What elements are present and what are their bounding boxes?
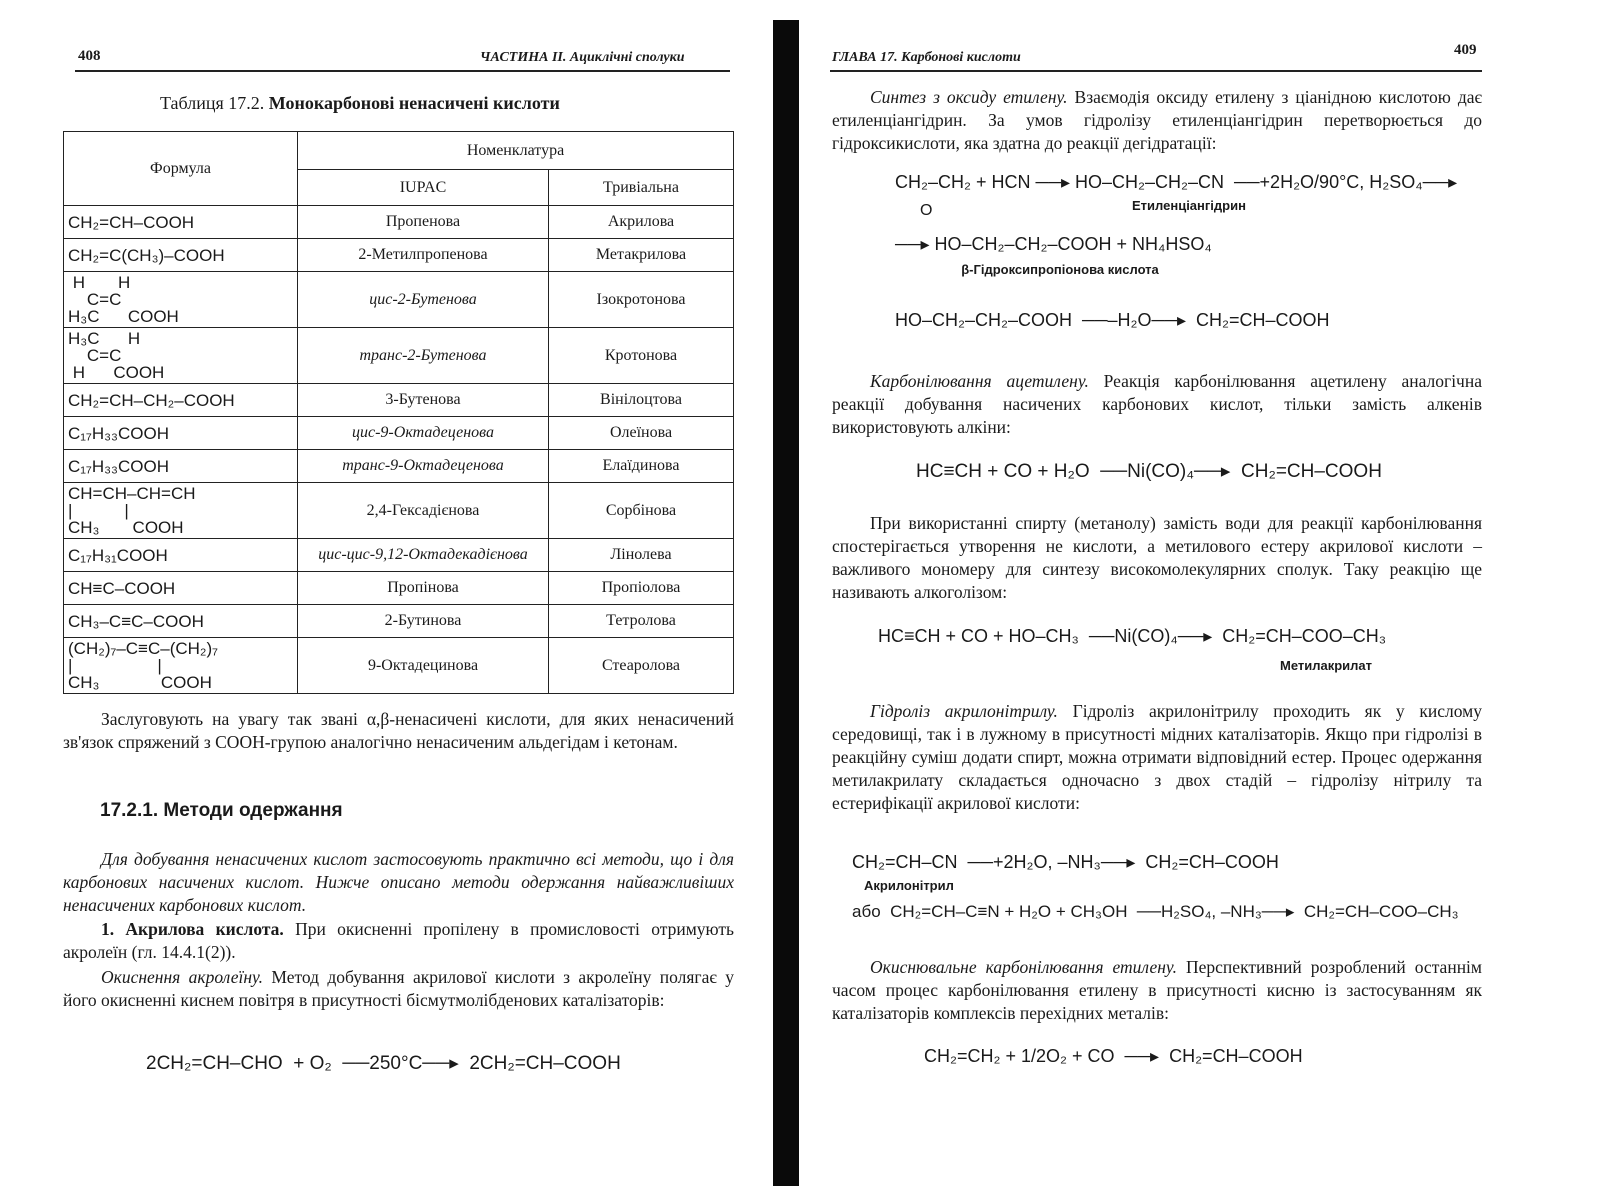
acrylonitrile-heading: Гідроліз акрилонітрилу. — [870, 701, 1058, 721]
paragraph-acrolein — [63, 966, 734, 1012]
left-page — [0, 0, 770, 1186]
trivial-cell: Лінолева — [549, 539, 734, 572]
th-iupac: IUPAC — [298, 170, 549, 206]
label-methyl-acrylate: Метилакрилат — [1280, 658, 1373, 673]
iupac-cell: транс-2-Бутенова — [298, 328, 549, 384]
acrylic-heading: 1. Акрилова кислота. — [101, 919, 284, 939]
iupac-cell: Пропенова — [298, 206, 549, 239]
oxidative-text: Перспективний розроблений останнім часом процес карбонілювання етилену в присутності кисню із застосуванням як каталізаторів комплексів перехідних металів: — [832, 957, 1482, 1023]
formula-cell: CH=CH–CH=CH | | CH₃ COOH — [64, 483, 298, 539]
formula-cell: (CH₂)₇–C≡C–(CH₂)₇ | | CH₃ COOH — [64, 638, 298, 694]
page-number-right: 409 — [1454, 42, 1477, 58]
paragraph-acrylic — [63, 918, 734, 964]
equation-dehydration: HO–CH₂–CH₂–COOH ──–H₂O──▸ CH₂=CH–COOH — [895, 310, 1330, 330]
formula-cell: C₁₇H₃₃COOH — [64, 417, 298, 450]
iupac-cell: цис-цис-9,12-Октадекадієнова — [298, 539, 549, 572]
table-caption — [160, 93, 560, 114]
iupac-cell: цис-2-Бутенова — [298, 272, 549, 328]
running-head-right: ГЛАВА 17. Карбонові кислоти — [832, 50, 1021, 65]
trivial-cell: Олеїнова — [549, 417, 734, 450]
book-spine — [773, 20, 799, 1186]
header-rule-right — [830, 70, 1482, 72]
ethylene-oxide-heading: Синтез з оксиду етилену. — [870, 87, 1068, 107]
formula-cell: CH₂=C(CH₃)–COOH — [64, 239, 298, 272]
trivial-cell: Стеаролова — [549, 638, 734, 694]
header-rule-left — [75, 70, 730, 72]
paragraph-acrylonitrile — [832, 700, 1482, 815]
equation-acrolein-oxidation: 2CH₂=CH–CHO + O₂ ──250°C──▸ 2CH₂=CH–COOH — [146, 1053, 621, 1074]
equation-hydrolysis: ──▸ HO–CH₂–CH₂–COOH + NH₄HSO₄ — [895, 234, 1212, 254]
equation-esterification: або CH₂=CH–C≡N + H₂O + CH₃OH ──H₂SO₄, –NH₃──▸ CH₂=CH–COO–CH₃ — [852, 902, 1459, 921]
iupac-cell: 2,4-Гексадієнова — [298, 483, 549, 539]
paragraph-intro: Для добування ненасичених кислот застосовують практично всі методи, що і для карбонових насичених кислот. Нижче описано методи одержання найважливіших ненасичених карбонових кислот. — [63, 849, 734, 915]
page-number-left: 408 — [78, 48, 101, 64]
iupac-cell: 9-Октадецинова — [298, 638, 549, 694]
iupac-cell: цис-9-Октадеценова — [298, 417, 549, 450]
section-heading: 17.2.1. Методи одержання — [100, 800, 343, 821]
equation-nitrile-hydrolysis: CH₂=CH–CN ──+2H₂O, –NH₃──▸ CH₂=CH–COOH — [852, 852, 1279, 872]
acrolein-text: Метод добування акрилової кислоти з акролеїну полягає у його окисненні киснем повітря в присутності бісмутмолібденових каталізаторів: — [63, 967, 734, 1010]
acetylene-text: Реакція карбонілювання ацетилену аналогічна реакції добування насичених карбонових кислот, тільки замість алкенів використовують алкіни: — [832, 371, 1482, 437]
acetylene-heading: Карбонілювання ацетилену. — [870, 371, 1089, 391]
trivial-cell: Вінілоцтова — [549, 384, 734, 417]
formula-cell: H₃C H C=C H COOH — [64, 328, 298, 384]
label-acrylonitrile: Акрилонітрил — [864, 878, 954, 893]
th-formula: Формула — [64, 132, 298, 206]
acrylonitrile-text: Гідроліз акрилонітрилу проходить як у кислому середовищі, так і в лужному в присутності мідних каталізаторів. Якщо при гідролізі в реакційну суміш додати спирт, можна отримати відповідний естер. Процес одержання метилакрилату складається одночасно з двох стадій – гідролізу нітрилу та естерифікації акрилової кислоти: — [832, 701, 1482, 813]
table-caption-prefix: Таблиця 17.2. — [160, 93, 265, 113]
equation-carbonylation: HC≡CH + CO + H₂O ──Ni(CO)₄──▸ CH₂=CH–COOH — [916, 461, 1382, 482]
formula-cell: H H C=C H₃C COOH — [64, 272, 298, 328]
acids-table — [63, 131, 734, 694]
trivial-cell: Кротонова — [549, 328, 734, 384]
iupac-cell: транс-9-Октадеценова — [298, 450, 549, 483]
iupac-cell: 3-Бутенова — [298, 384, 549, 417]
trivial-cell: Ізокротонова — [549, 272, 734, 328]
iupac-cell: 2-Метилпропенова — [298, 239, 549, 272]
formula-cell: CH₂=CH–CH₂–COOH — [64, 384, 298, 417]
iupac-cell: 2-Бутинова — [298, 605, 549, 638]
paragraph-oxidative — [832, 956, 1482, 1025]
iupac-cell: Пропінова — [298, 572, 549, 605]
acrolein-heading: Окиснення акролеїну. — [101, 967, 264, 987]
formula-cell: CH₃–C≡C–COOH — [64, 605, 298, 638]
right-page — [800, 0, 1600, 1186]
trivial-cell: Тетролова — [549, 605, 734, 638]
running-head-left: ЧАСТИНА II. Ациклічні сполуки — [480, 50, 685, 65]
equation-alcoholysis: HC≡CH + CO + HO–CH₃ ──Ni(CO)₄──▸ CH₂=CH–COO–CH₃ — [878, 626, 1387, 646]
paragraph-acetylene — [832, 370, 1482, 439]
label-cyanohydrin: Етиленціангідрин — [1132, 198, 1246, 213]
trivial-cell: Елаїдинова — [549, 450, 734, 483]
trivial-cell: Сорбінова — [549, 483, 734, 539]
trivial-cell: Пропіолова — [549, 572, 734, 605]
epoxide-oxygen: O — [920, 202, 933, 219]
trivial-cell: Акрилова — [549, 206, 734, 239]
formula-cell: C₁₇H₃₃COOH — [64, 450, 298, 483]
formula-cell: C₁₇H₃₁COOH — [64, 539, 298, 572]
equation-oxidative-carbonylation: CH₂=CH₂ + 1/2O₂ + CO ──▸ CH₂=CH–COOH — [924, 1046, 1303, 1066]
formula-cell: CH₂=CH–COOH — [64, 206, 298, 239]
trivial-cell: Метакрилова — [549, 239, 734, 272]
paragraph-ethylene-oxide — [832, 86, 1482, 155]
th-nomenclature: Номенклатура — [298, 132, 734, 170]
label-hydroxypropionic: β-Гідроксипропіонова кислота — [961, 262, 1159, 277]
formula-cell: CH≡C–COOH — [64, 572, 298, 605]
equation-cyanohydrin: CH₂–CH₂ + HCN ──▸ HO–CH₂–CH₂–CN ──+2H₂O/90°C, H₂SO₄──▸ — [895, 172, 1458, 192]
table-caption-title: Монокарбонові ненасичені кислоти — [268, 93, 560, 113]
th-trivial: Тривіальна — [549, 170, 734, 206]
oxidative-heading: Окиснювальне карбонілювання етилену. — [870, 957, 1177, 977]
paragraph-methanol: При використанні спирту (метанолу) замість води для реакції карбонілювання спостерігається утворення не кислоти, а метилового естеру акрилової кислоти – важливого мономеру для синтезу високомолекулярних сполук. Таку реакцію ще називають алкоголізом: — [832, 513, 1482, 602]
acrylic-text: При окисненні пропілену в промисловості отримують акролеїн (гл. 14.4.1(2)). — [63, 919, 734, 962]
ethylene-oxide-text: Взаємодія оксиду етилену з ціанідною кислотою дає етиленціангідрин. За умов гідролізу етиленціангідрин перетворюється до гідроксикислоти, яка здатна до реакції дегідратації: — [832, 87, 1482, 153]
paragraph-alpha-beta: Заслуговують на увагу так звані α,β-ненасичені кислоти, для яких ненасичений зв'язок спряжений з COOH-групою аналогічно ненасиченим альдегідам і кетонам. — [63, 709, 734, 752]
